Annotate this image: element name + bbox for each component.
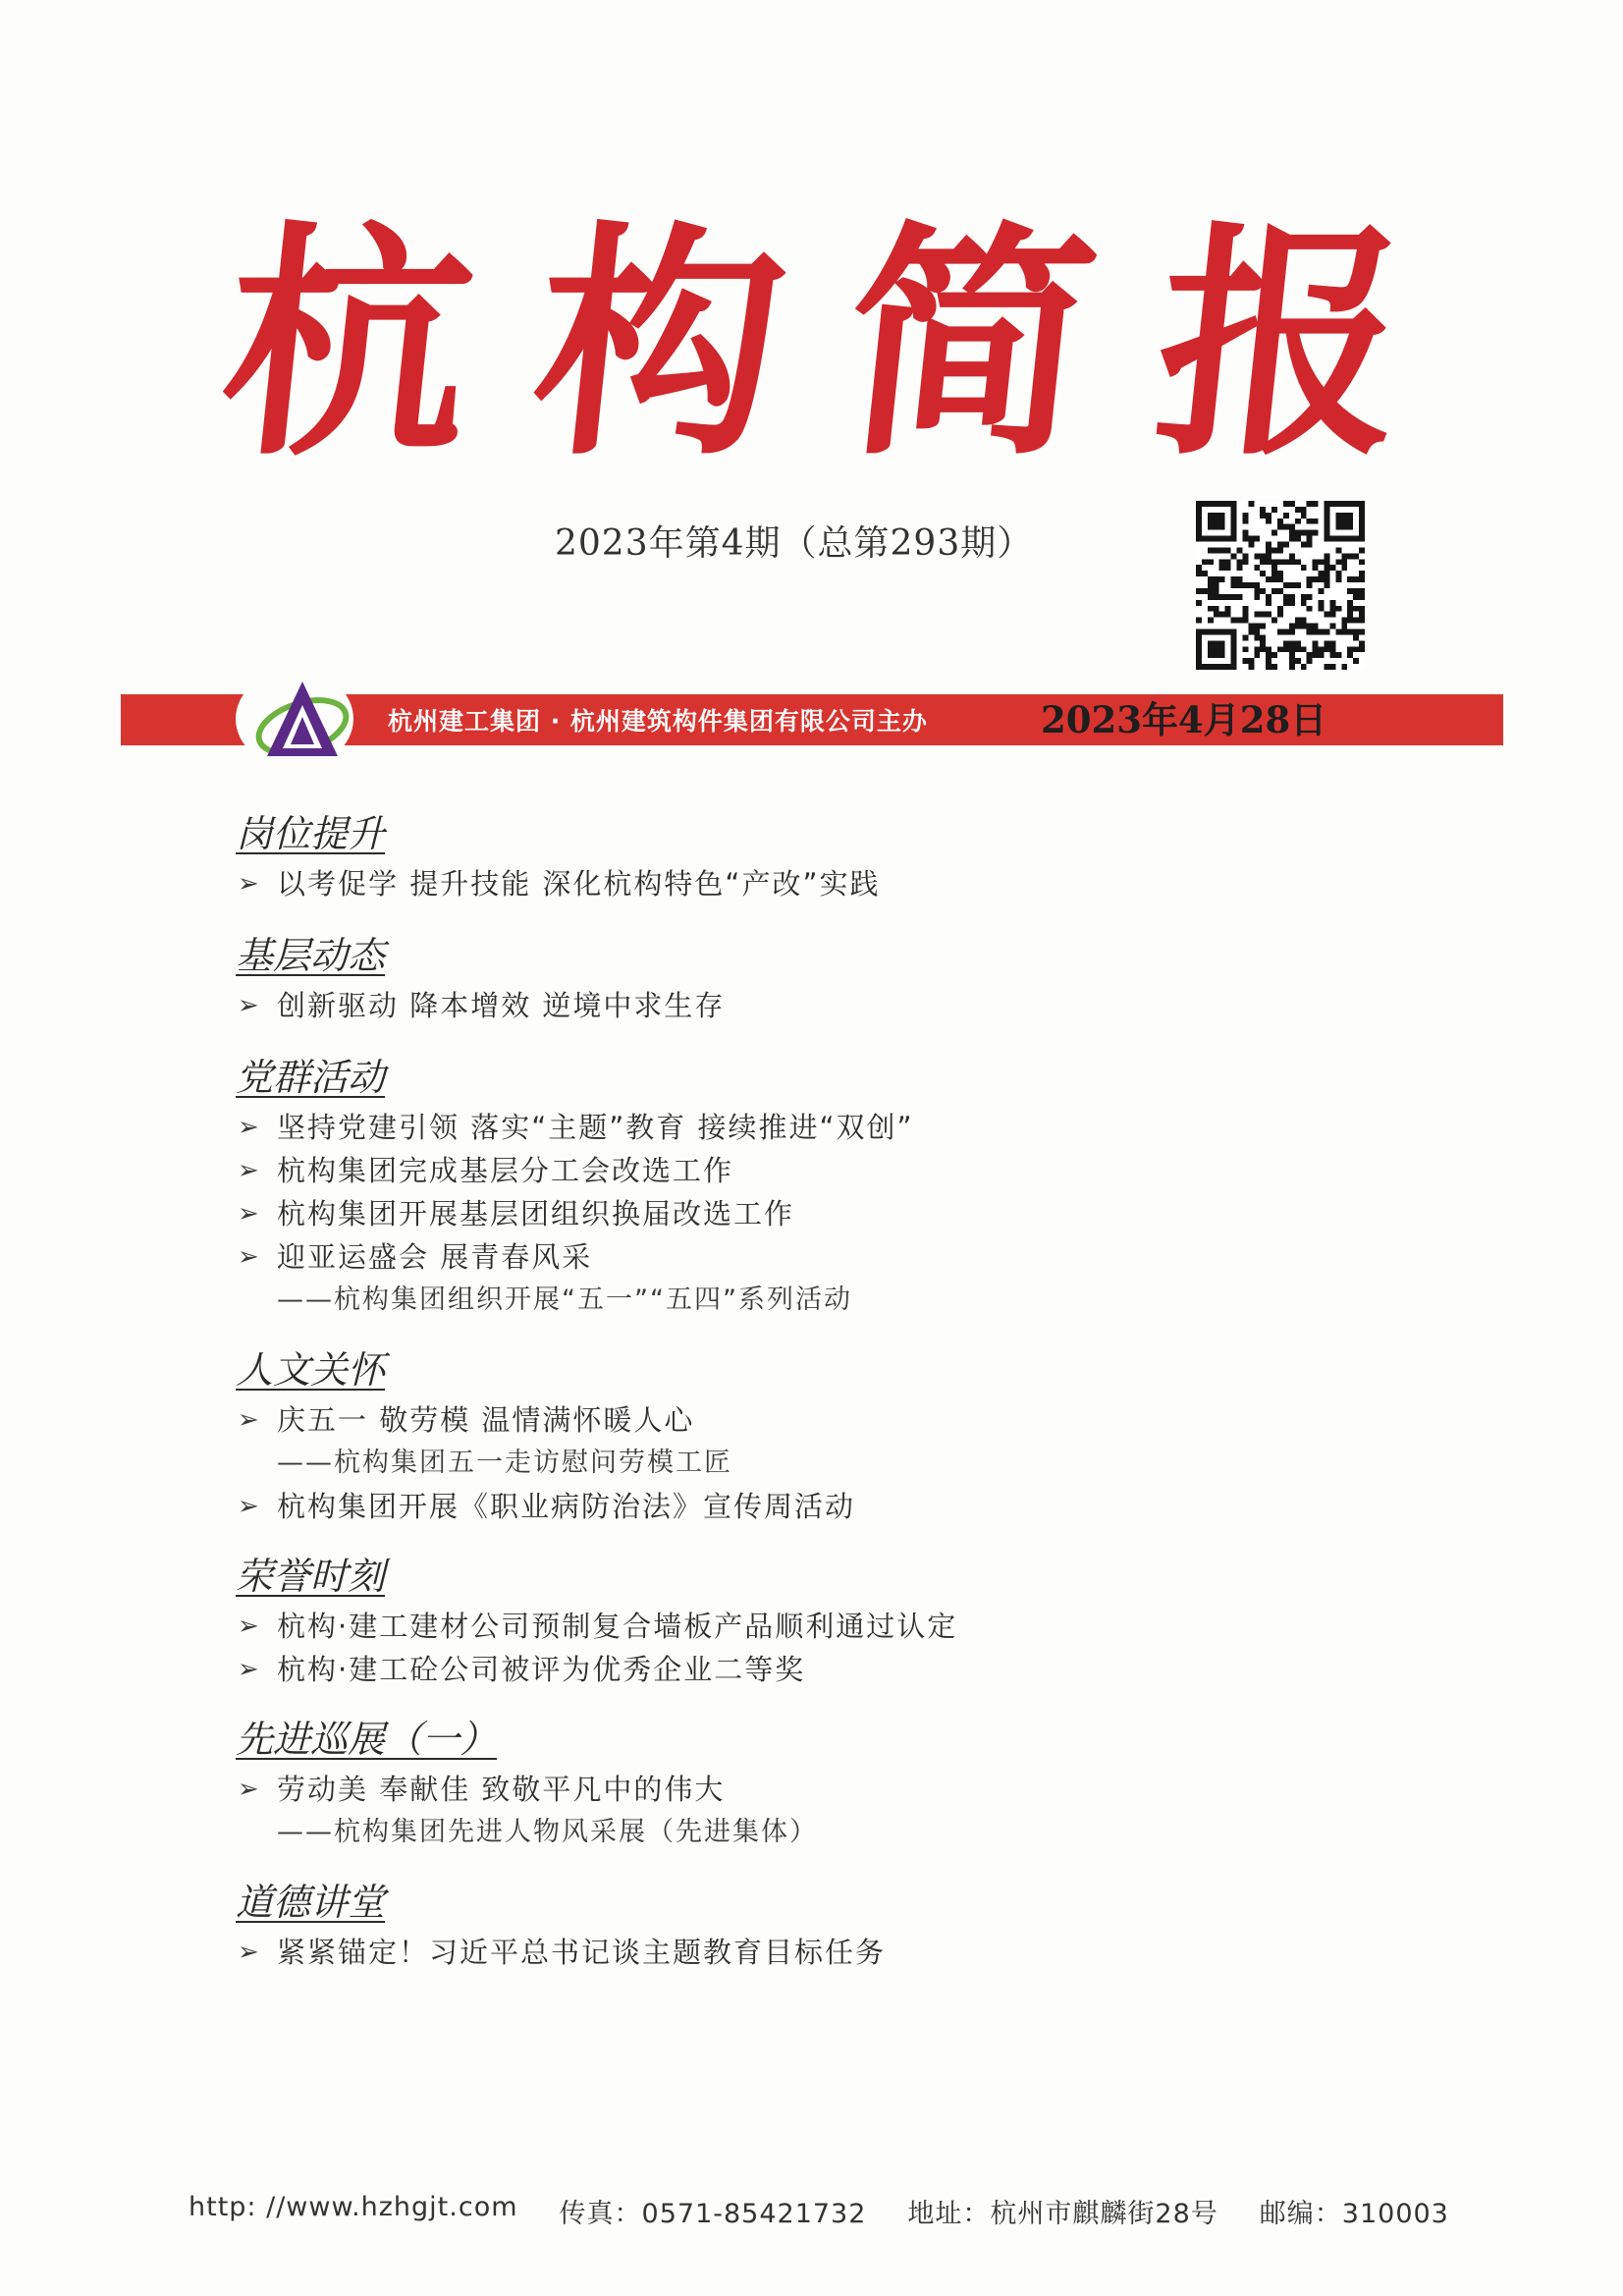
section-title: 党群活动 bbox=[236, 1056, 386, 1099]
arrow-bullet-icon: ➢ bbox=[238, 1242, 261, 1272]
arrow-bullet-icon: ➢ bbox=[238, 1775, 261, 1804]
toc-item-text: 杭构·建工砼公司被评为优秀企业二等奖 bbox=[277, 1653, 806, 1686]
footer-postcode: 邮编：310003 bbox=[1259, 2199, 1449, 2229]
footer-website-link[interactable]: http: //www.hzhgjt.com bbox=[189, 2192, 518, 2222]
toc-item[interactable] bbox=[238, 984, 1414, 1027]
footer bbox=[189, 2192, 1465, 2230]
section bbox=[236, 1874, 1414, 1974]
toc-item-text: 杭构集团完成基层分工会改选工作 bbox=[277, 1154, 734, 1187]
toc-item[interactable] bbox=[238, 1398, 1414, 1442]
section-title: 先进巡展（一） bbox=[236, 1718, 498, 1761]
section bbox=[236, 1711, 1414, 1854]
masthead-char: 报 bbox=[1143, 199, 1420, 488]
masthead-title bbox=[210, 196, 1420, 491]
toc-item-text: 劳动美 奉献佳 致敬平凡中的伟大 bbox=[277, 1773, 726, 1806]
toc-item[interactable] bbox=[238, 1648, 1414, 1691]
arrow-bullet-icon: ➢ bbox=[238, 1199, 261, 1229]
toc-item[interactable] bbox=[238, 1235, 1414, 1279]
arrow-bullet-icon: ➢ bbox=[238, 1655, 261, 1684]
table-of-contents bbox=[236, 805, 1414, 1974]
section-title: 道德讲堂 bbox=[236, 1881, 386, 1924]
toc-item[interactable] bbox=[238, 1931, 1414, 1974]
toc-item[interactable] bbox=[238, 1192, 1414, 1235]
toc-item[interactable] bbox=[238, 1485, 1414, 1528]
arrow-bullet-icon: ➢ bbox=[238, 991, 261, 1020]
section bbox=[236, 1049, 1414, 1322]
section bbox=[236, 1548, 1414, 1691]
arrow-bullet-icon: ➢ bbox=[238, 1113, 261, 1142]
arrow-bullet-icon: ➢ bbox=[238, 1938, 261, 1967]
section bbox=[236, 927, 1414, 1027]
toc-item[interactable] bbox=[238, 1149, 1414, 1192]
section-title: 基层动态 bbox=[236, 934, 386, 977]
toc-item-text: 杭构·建工建材公司预制复合墙板产品顺利通过认定 bbox=[277, 1610, 958, 1643]
section-title: 人文关怀 bbox=[236, 1348, 386, 1392]
sponsor-text: 杭州建工集团 · 杭州建筑构件集团有限公司主办 bbox=[388, 707, 928, 736]
toc-item-text: 以考促学 提升技能 深化杭构特色“产改”实践 bbox=[277, 867, 881, 901]
toc-item[interactable] bbox=[238, 1106, 1414, 1149]
section bbox=[236, 805, 1414, 905]
toc-item[interactable] bbox=[238, 1605, 1414, 1648]
toc-item-subtitle: ——杭构集团五一走访慰问劳模工匠 bbox=[277, 1448, 732, 1478]
toc-item-text: 紧紧锚定！习近平总书记谈主题教育目标任务 bbox=[277, 1936, 887, 1969]
company-logo-icon bbox=[253, 676, 352, 764]
arrow-bullet-icon: ➢ bbox=[238, 1492, 261, 1521]
issue-number: 2023年第4期（总第293期） bbox=[555, 523, 1034, 564]
toc-item-text: 杭构集团开展《职业病防治法》宣传周活动 bbox=[277, 1490, 856, 1523]
arrow-bullet-icon: ➢ bbox=[238, 1405, 261, 1435]
toc-item-subtitle: ——杭构集团先进人物风采展（先进集体） bbox=[277, 1817, 818, 1847]
masthead-char: 杭 bbox=[210, 199, 487, 488]
toc-item-text: 庆五一 敬劳模 温情满怀暖人心 bbox=[277, 1403, 695, 1437]
toc-item-text: 迎亚运盛会 展青春风采 bbox=[277, 1240, 593, 1274]
footer-address: 地址：杭州市麒麟街28号 bbox=[907, 2199, 1218, 2229]
masthead-char: 简 bbox=[832, 199, 1109, 488]
section bbox=[236, 1341, 1414, 1528]
arrow-bullet-icon: ➢ bbox=[238, 1612, 261, 1641]
section-title: 荣誉时刻 bbox=[236, 1555, 386, 1598]
masthead-char: 构 bbox=[521, 199, 798, 488]
section-title: 岗位提升 bbox=[236, 812, 386, 855]
toc-item[interactable] bbox=[238, 1768, 1414, 1811]
arrow-bullet-icon: ➢ bbox=[238, 869, 261, 899]
toc-item-text: 杭构集团开展基层团组织换届改选工作 bbox=[277, 1197, 795, 1230]
publication-date: 2023年4月28日 bbox=[1041, 698, 1327, 741]
arrow-bullet-icon: ➢ bbox=[238, 1156, 261, 1185]
footer-fax: 传真：0571-85421732 bbox=[559, 2199, 867, 2229]
toc-item-text: 创新驱动 降本增效 逆境中求生存 bbox=[277, 989, 726, 1022]
toc-item[interactable] bbox=[238, 862, 1414, 905]
qr-code-icon bbox=[1196, 501, 1365, 670]
toc-item-text: 坚持党建引领 落实“主题”教育 接续推进“双创” bbox=[277, 1111, 914, 1144]
toc-item-subtitle: ——杭构集团组织开展“五一”“五四”系列活动 bbox=[277, 1285, 852, 1315]
